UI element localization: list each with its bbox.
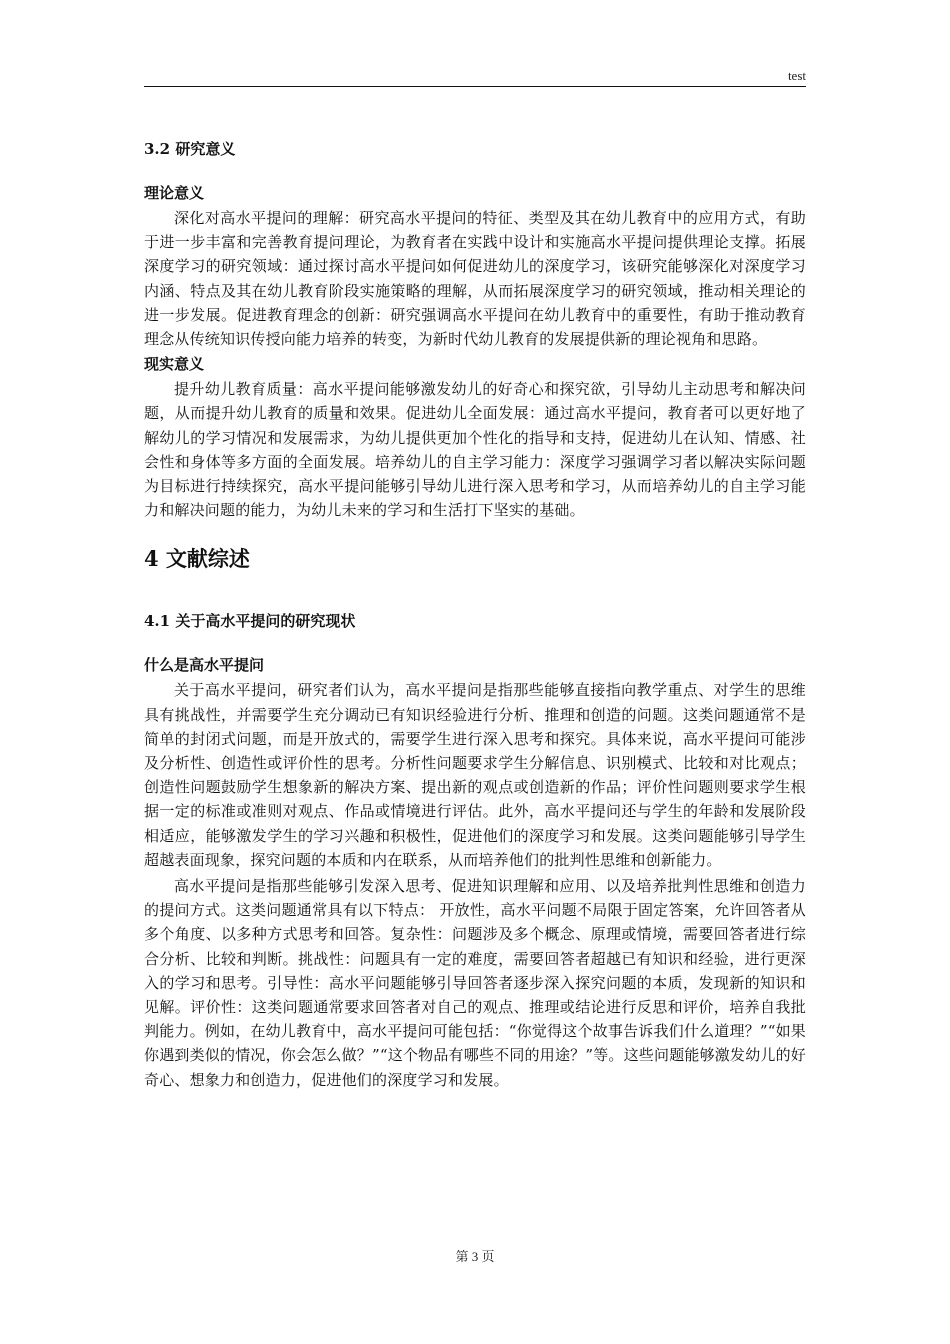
page-number: 第 3 页 bbox=[455, 1249, 495, 1264]
page-body bbox=[144, 100, 806, 1092]
section-heading-3-2: 3.2 研究意义 bbox=[144, 140, 236, 158]
subheading-practical-significance: 现实意义 bbox=[144, 355, 205, 374]
header-divider bbox=[144, 86, 806, 87]
paragraph-definition-2: 高水平提问是指那些能够引发深入思考、促进知识理解和应用、以及培养批判性思维和创造力的提问方式。这类问题通常具有以下特点： 开放性，高水平问题不局限于固定答案，允许回答者从多个角度、以多种方式思考和回答。复杂性：问题涉及多个概念、原理或情境，需要回答者进行综合分析、比较和判断。挑战性：问题具有一定的难度，需要回答者超越已有知识和经验，进行更深入的学习和思考。引导性：高水平问题能够引导回答者逐步深入探究问题的本质，发现新的知识和见解。评价性：这类问题通常要求回答者对自己的观点、推理或结论进行反思和评价，培养自我批判能力。例如，在幼儿教育中，高水平提问可能包括：“你觉得这个故事告诉我们什么道理？”“如果你遇到类似的情况，你会怎么做？”“这个物品有哪些不同的用途？”等。这些问题能够激发幼儿的好奇心、想象力和创造力，促进他们的深度学习和发展。 bbox=[144, 877, 807, 1089]
subheading-what-is-high-level-questioning: 什么是高水平提问 bbox=[144, 656, 265, 675]
paragraph-practical-significance: 提升幼儿教育质量：高水平提问能够激发幼儿的好奇心和探究欲，引导幼儿主动思考和解决问题，从而提升幼儿教育的质量和效果。促进幼儿全面发展：通过高水平提问，教育者可以更好地了解幼儿的学习情况和发展需求，为幼儿提供更加个性化的指导和支持，促进幼儿在认知、情感、社会性和身体等多方面的全面发展。培养幼儿的自主学习能力：深度学习强调学习者以解决实际问题为目标进行持续探究，高水平提问能够引导幼儿进行深入思考和学习，从而培养幼儿的自主学习能力和解决问题的能力，为幼儿未来的学习和生活打下坚实的基础。 bbox=[144, 380, 806, 520]
chapter-heading-literature-review: 4 文献综述 bbox=[144, 546, 250, 572]
paragraph-theory-significance: 深化对高水平提问的理解：研究高水平提问的特征、类型及其在幼儿教育中的应用方式，有助于进一步丰富和完善教育提问理论，为教育者在实践中设计和实施高水平提问提供理论支撑。拓展深度学习的研究领域：通过探讨高水平提问如何促进幼儿的深度学习，该研究能够深化对深度学习内涵、特点及其在幼儿教育阶段实施策略的理解，从而拓展深度学习的研究领域，推动相关理论的进一步发展。促进教育理念的创新：研究强调高水平提问在幼儿教育中的重要性，有助于推动教育理念从传统知识传授向能力培养的转变，为新时代幼儿教育的发展提供新的理论视角和思路。 bbox=[144, 209, 806, 349]
subheading-theory-significance: 理论意义 bbox=[144, 184, 205, 202]
paragraph-definition-1: 关于高水平提问，研究者们认为，高水平提问是指那些能够直接指向教学重点、对学生的思维具有挑战性，并需要学生充分调动已有知识经验进行分析、推理和创造的问题。这类问题通常不是简单的封闭式问题，而是开放式的，需要学生进行深入思考和探究。具体来说，高水平提问可能涉及分析性、创造性或评价性的思考。分析性问题要求学生分解信息、识别模式、比较和对比观点；创造性问题鼓励学生想象新的解决方案、提出新的观点或创造新的作品；评价性问题则要求学生根据一定的标准或准则对观点、作品或情境进行评估。此外，高水平提问还与学生的年龄和发展阶段相适应，能够激发学生的学习兴趣和积极性，促进他们的深度学习和发展。这类问题能够引导学生超越表面现象，探究问题的本质和内在联系，从而培养他们的批判性思维和创新能力。 bbox=[144, 681, 806, 869]
section-heading-4-1: 4.1 关于高水平提问的研究现状 bbox=[144, 612, 356, 631]
running-header: test bbox=[787, 68, 806, 83]
